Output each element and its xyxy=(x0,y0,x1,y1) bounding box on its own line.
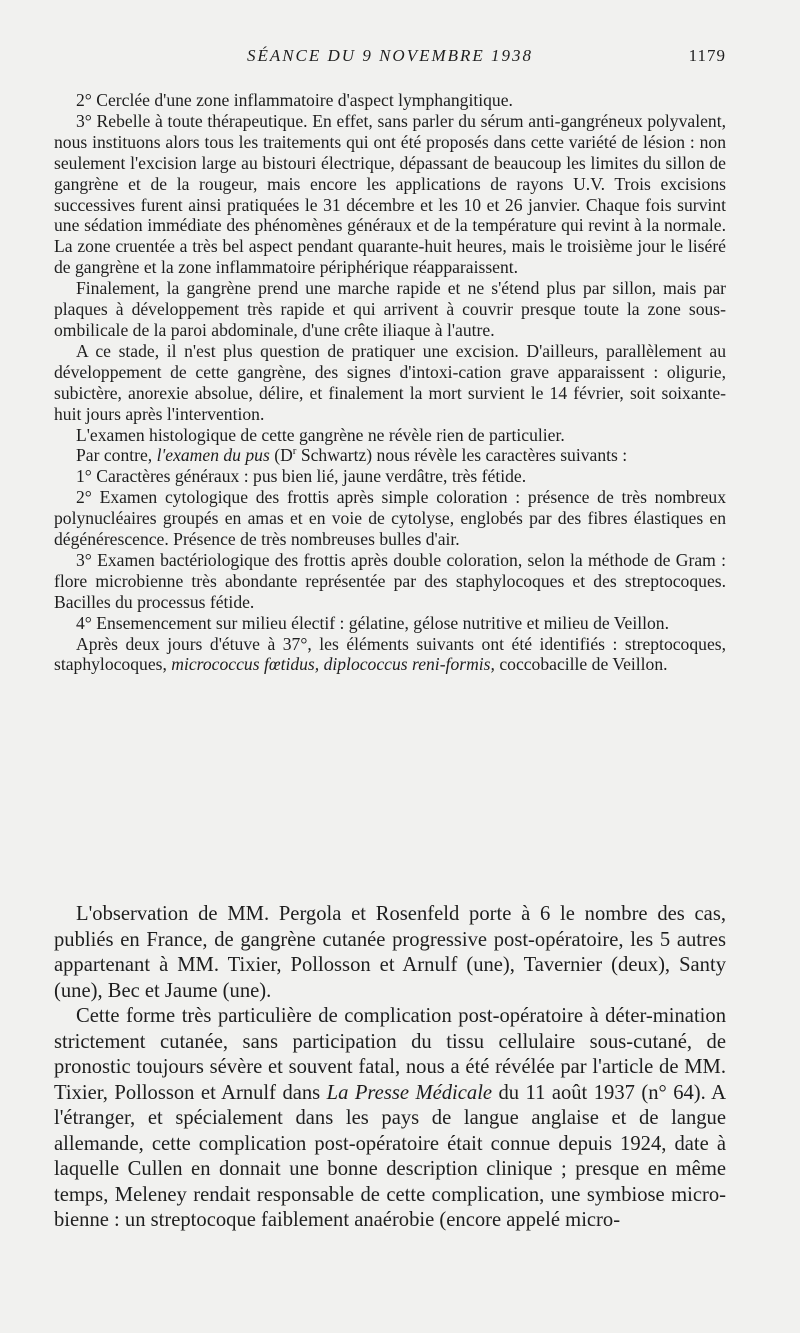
paragraph xyxy=(54,1004,726,1234)
text-run: du 11 août 1937 (n° 64). A l'étranger, et spécialement dans les pays de langue anglaise et de langue allemande, cette complication post-opératoire était connue depuis 1924, date à laquelle Cullen en donnait une bonne description clinique ; presque en même temps, Meleney rendait responsable de cette complication, une symbiose micro-bienne : un streptocoque faiblement anaérobie (encore appelé micro- xyxy=(54,1081,726,1231)
page-number: 1179 xyxy=(688,46,726,65)
paragraph: 1° Caractères généraux : pus bien lié, jaune verdâtre, très fétide. xyxy=(76,466,527,487)
paragraph: 3° Rebelle à toute thérapeutique. En effet, sans parler du sérum anti-gangréneux polyvalent, nous instituons alors tous les traitements qui ont été proposés dans cette variété de lésion : non seulement l'excision large au bistouri électrique, dépassant de beaucoup les limites du sillon de gangrène et de la rougeur, mais encore les applications de rayons U.V. Trois excisions successives furent ainsi pratiquées le 31 décembre et les 10 et 26 janvier. Chaque fois survint une sédation immédiate des phénomènes généraux et de la température qui revint à la normale. La zone cruentée a très bel aspect pendant quarante-huit heures, mais le troisième jour le liséré de gangrène et la zone inflammatoire périphérique réapparaissent. xyxy=(54,110,726,278)
paragraph: A ce stade, il n'est plus question de pratiquer une excision. D'ailleurs, parallèlement au développement de cette gangrène, des signes d'intoxi-cation grave apparaissent : oligurie, subictère, anorexie absolue, délire, et finalement la mort survient le 14 février, soit soixante-huit jours après l'intervention. xyxy=(54,340,726,424)
paragraph: 4° Ensemencement sur milieu électif : gélatine, gélose nutritive et milieu de Veillon. xyxy=(76,612,669,633)
italic-text: micrococcus fœtidus, diplococcus reni-formis, xyxy=(171,654,495,675)
paragraph: L'observation de MM. Pergola et Rosenfeld porte à 6 le nombre des cas, publiés en France, de gangrène cutanée progressive post-opératoire, les 5 autres appartenant à MM. Tixier, Pollosson et Arnulf (une), Tavernier (deux), Santy (une), Bec et Jaume (une). xyxy=(54,903,726,1002)
paragraph: 2° Cerclée d'une zone inflammatoire d'aspect lymphangitique. xyxy=(76,90,513,110)
paragraph xyxy=(54,445,726,466)
paragraph: 2° Examen cytologique des frottis après simple coloration : présence de très nombreux polynucléaires groupés en amas et en voie de cytolyse, englobés par des fibres élastiques en dégénérescence. Présence de très nombreuses bulles d'air. xyxy=(54,487,726,550)
running-head-title: SÉANCE DU 9 NOVEMBRE 1938 xyxy=(246,46,534,65)
text-run: Après deux jours d'étuve à 37°, les éléments suivants ont été identifiés : streptocoques, staphylocoques, xyxy=(54,633,726,675)
case-report-text xyxy=(54,90,726,675)
italic-text: l'examen du pus xyxy=(156,445,270,466)
paragraph: L'examen histologique de cette gangrène ne révèle rien de particulier. xyxy=(76,424,565,445)
paragraph: Finalement, la gangrène prend une marche rapide et ne s'étend plus par sillon, mais par plaques à développement très rapide et qui arrivent à couvrir presque toute la zone sous-ombilicale de la paroi abdominale, d'une crête iliaque à l'autre. xyxy=(54,278,726,340)
paragraph: 3° Examen bactériologique des frottis après double coloration, selon la méthode de Gram : flore microbienne très abondante représentée par des staphylocoques et des streptocoques. Bacilles du processus fétide. xyxy=(54,549,726,612)
text-run: coccobacille de Veillon. xyxy=(494,654,668,675)
commentary-text xyxy=(54,902,726,1234)
text-run: Schwartz) nous révèle les caractères suivants : xyxy=(296,445,628,466)
superscript: r xyxy=(292,445,297,458)
text-run: (D xyxy=(269,445,293,466)
paragraph xyxy=(54,634,726,676)
italic-text: La Presse Médicale xyxy=(326,1081,493,1104)
text-run: Cette forme très particulière de complication post-opératoire à déter-mination strictement cutanée, sans participation du tissu cellulaire sous-cutané, de pronostic toujours sévère et souvent fatal, nous a été révélée par l'article de MM. Tixier, Pollosson et Arnulf dans xyxy=(54,1005,726,1104)
running-head xyxy=(54,46,726,72)
text-run: Par contre, xyxy=(76,445,157,466)
